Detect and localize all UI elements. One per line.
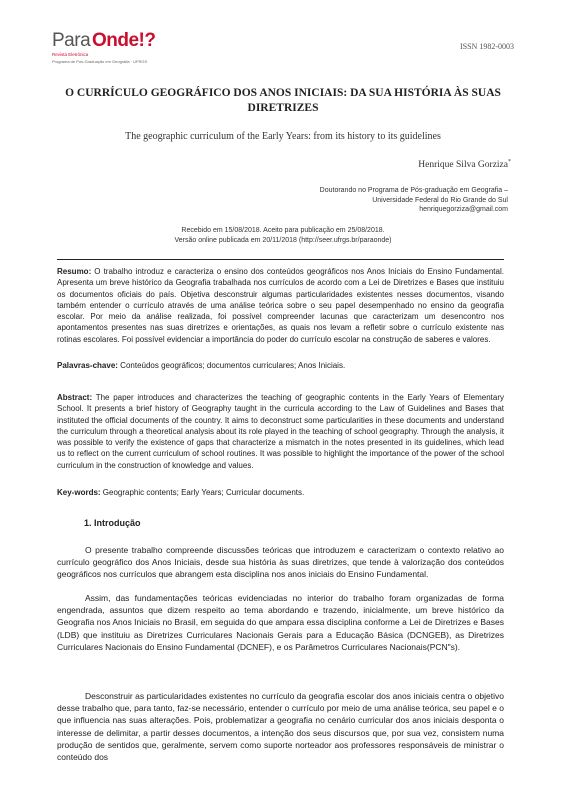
body-paragraph-2: Assim, das fundamentações teóricas evidenciadas no interior do trabalho foram organizadas de forma engendrada, assuntos que dizem respeito ao tema abordando e trazendo, inicialmente, um breve histórico da Geografia nos Anos Iniciais no Brasil, em seguida do que ampara essa disciplina conforme a Lei de Diretrizes e Bases (LDB) que instituiu as Diretrizes Curriculares Nacionais Gerais para a Educação Básica (DCNGEB), as Diretrizes Curriculares Nacionais do Ensino Fundamental (DCNEF), e os Parâmetros Curriculares Nacionais(PCN"s). — [57, 593, 504, 652]
body-paragraph-3: Desconstruir as particularidades existentes no currículo da geografia escolar dos anos iniciais centra o objetivo desse trabalho que, para tanto, faz-se necessário, entender o currículo por meio de uma análise teórica, seu papel e o que influencia nas suas alterações. Pois, problematizar a geografia no cenário curricular dos anos iniciais desponta o interesse de delimitar, a partir desses documentos, a intenção dos seus discursos que, por sua vez, consistem numa produção de sentidos que, geralmente, servem como suporte norteador aos professores responsáveis de ministrar o conteúdo dos — [57, 691, 504, 763]
body-paragraph-1: O presente trabalho compreende discussões teóricas que introduzem e caracterizam o contexto relativo ao currículo geográfico dos Anos Iniciais, desde sua história às suas diretrizes, que tende à valorização dos conteúdos geográficos nos currículos que abrangem esta disciplina nos anos iniciais do Ensino Fundamental. — [57, 545, 504, 580]
author-name — [418, 159, 511, 170]
affiliation-line-2: Universidade Federal do Rio Grande do Sul — [372, 196, 508, 204]
logo-program: Programa de Pós-Graduação em Geografia · UFRGS — [52, 59, 148, 64]
logo-para-text: Para — [52, 30, 91, 51]
online-version-line: Versão online publicada em 20/11/2018 (http://seer.ufrgs.br/paraonde) — [174, 236, 392, 244]
abstract-paragraph — [57, 392, 504, 471]
issn-label: ISSN 1982-0003 — [459, 42, 514, 51]
divider-rule — [57, 259, 504, 260]
keywords — [57, 488, 504, 497]
resumo-paragraph — [57, 266, 504, 345]
logo-subtitle: Revista Eletrônica — [52, 52, 89, 57]
author-email[interactable]: henriquegorziza@gmail.com — [419, 206, 508, 213]
palavras-chave — [57, 361, 504, 370]
keywords-text: Geographic contents; Early Years; Curricular documents. — [102, 488, 305, 497]
abstract-label: Abstract: — [57, 393, 93, 402]
resumo-label: Resumo: — [57, 267, 92, 276]
author-footnote-mark: * — [508, 159, 511, 165]
affiliation-line-1: Doutorando no Programa de Pós-graduação em Geografia – — [319, 187, 508, 194]
received-accepted-dates: Recebido em 15/08/2018. Aceito para publicação em 25/08/2018. — [181, 227, 385, 234]
section-heading-introducao: 1. Introdução — [84, 518, 141, 528]
author-affiliation — [268, 186, 508, 215]
palavras-chave-text: Conteúdos geográficos; documentos curriculares; Anos Iniciais. — [120, 361, 346, 370]
resumo-text: O trabalho introduz e caracteriza o ensino dos conteúdos geográficos nos Anos Iniciais do Ensino Fundamental. Apresenta um breve histórico da Geografia trabalhada nos currículos de acordo com a Lei de Diretrizes e Bases que instituiu os documentos oficiais do país. Objetiva desconstruir algumas particularidades existentes nesses documentos, visando também entender o currículo através de uma análise teórica sobre o seu papel desempenhado no ensino da geografia escolar. Por meio da análise realizada, foi possível compreender lacunas que caracterizam um desencontro nos apontamentos presentes nas suas diretrizes e orientações, as quais nos levam a refletir sobre o currículo existente nas rotinas escolares. Foi possível evidenciar a importância do poder do currículo escolar na construção de saberes e valores. — [57, 267, 504, 344]
journal-logo — [52, 30, 192, 70]
paper-title: O CURRÍCULO GEOGRÁFICO DOS ANOS INICIAIS: DA SUA HISTÓRIA ÀS SUAS DIRETRIZES — [65, 87, 501, 114]
author-name-text: Henrique Silva Gorziza — [418, 160, 508, 171]
paper-title-english: The geographic curriculum of the Early Years: from its history to its guidelines — [125, 131, 441, 142]
logo-onde-text: Onde!? — [92, 30, 156, 51]
abstract-text: The paper introduces and characterizes the teaching of geographic contents in the Early Years of Elementary School. It presents a brief history of Geography taught in the curricula according to the Law of Guidelines and Bases that instituted the official documents of the country. It aims to deconstruct some particularities in these documents and understand the curriculum through a theoretical analysis about its role played in the teaching of school geography. Through the analysis, it was possible to verify the existence of gaps that characterize a mismatch in the notes presented in its guidelines, which lead us to reflect on the current curriculum of school routines. It was possible to highlight the importance of the power of the school curriculum in the construction of knowledge and values. — [57, 393, 505, 470]
palavras-chave-label: Palavras-chave: — [57, 361, 118, 370]
keywords-label: Key-words: — [57, 488, 101, 497]
publication-dates — [60, 226, 506, 245]
